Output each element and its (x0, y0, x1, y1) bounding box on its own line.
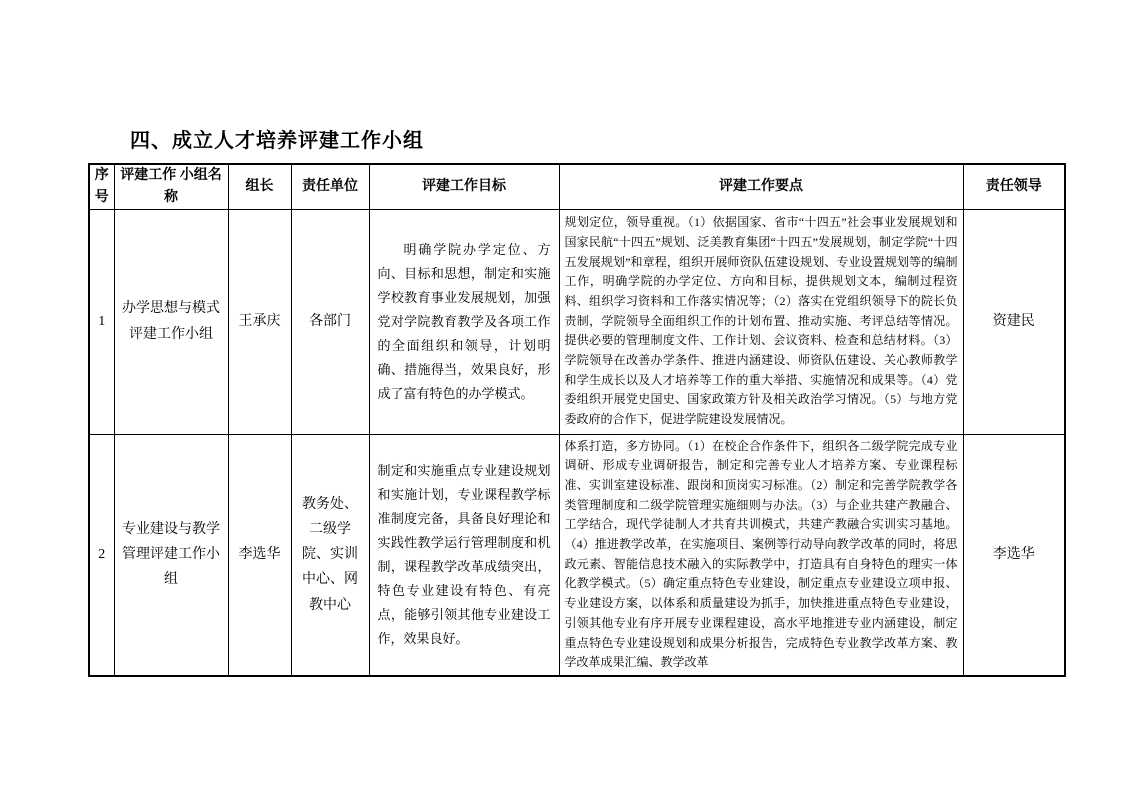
goal-cell: 制定和实施重点专业建设规划和实施计划，专业课程教学标准制度完备，具备良好理论和实践性教学运行管理制度和机制，课程教学改革成绩突出，特色专业建设有特色、有亮点，能够引领其他专业建设工作，效果良好。 (369, 434, 559, 676)
table-row (89, 209, 1065, 434)
group-name-cell: 办学思想与模式评建工作小组 (114, 209, 228, 434)
table-header-row (89, 164, 1065, 209)
section-title: 四、成立人才培养评建工作小组 (130, 130, 424, 152)
points-cell: 体系打造，多方协同。（1）在校企合作条件下，组织各二级学院完成专业调研、形成专业调研报告，制定和完善专业人才培养方案、专业课程标准、实训室建设标准、跟岗和顶岗实习标准。（2）制定和完善学院教学各类管理制度和二级学院管理实施细则与办法。（3）与企业共建产教融合、工学结合，现代学徒制人才共育共训模式，共建产教融合实训实习基地。（4）推进教学改革，在实施项目、案例等行动导向教学改革的同时，将思政元素、智能信息技术融入的实际教学中，打造具有自身特色的理实一体化教学模式。（5）确定重点特色专业建设，制定重点专业建设立项申报、专业建设方案，以体系和质量建设为抓手，加快推进重点特色专业建设，引领其他专业有序开展专业课程建设，高水平地推进专业内涵建设，制定重点特色专业建设规划和成果分析报告，完成特色专业教学改革方案、教学改革成果汇编、教学改革 (559, 434, 963, 676)
header-index: 序号 (89, 164, 114, 209)
header-responsible-leader: 责任领导 (963, 164, 1065, 209)
evaluation-workgroups-table (88, 163, 1066, 677)
goal-cell: 明确学院办学定位、方向、目标和思想，制定和实施学校教育事业发展规划，加强党对学院教育教学及各项工作的全面组织和领导，计划明确、措施得当，效果良好，形成了富有特色的办学模式。 (369, 209, 559, 434)
leader-cell: 李选华 (228, 434, 291, 676)
index-cell: 2 (89, 434, 114, 676)
responsible-leader-cell: 资建民 (963, 209, 1065, 434)
index-cell: 1 (89, 209, 114, 434)
header-goal: 评建工作目标 (369, 164, 559, 209)
unit-cell: 各部门 (291, 209, 369, 434)
header-points: 评建工作要点 (559, 164, 963, 209)
header-unit: 责任单位 (291, 164, 369, 209)
responsible-leader-cell: 李选华 (963, 434, 1065, 676)
leader-cell: 王承庆 (228, 209, 291, 434)
header-leader: 组长 (228, 164, 291, 209)
header-group-name: 评建工作 小组名称 (114, 164, 228, 209)
table-row (89, 434, 1065, 676)
points-cell: 规划定位，领导重视。（1）依据国家、省市“十四五”社会事业发展规划和国家民航“十四五”规划、泛美教育集团“十四五”发展规划，制定学院“十四五发展规划”和章程，组织开展师资队伍建设规划、专业设置规划等的编制工作，明确学院的办学定位、方向和目标，提供规划文本，编制过程资料、组织学习资料和工作落实情况等；（2）落实在党组织领导下的院长负责制，学院领导全面组织工作的计划布置、推动实施、考评总结等情况。提供必要的管理制度文件、工作计划、会议资料、检查和总结材料。（3）学院领导在改善办学条件、推进内涵建设、师资队伍建设、关心教师教学和学生成长以及人才培养等工作的重大举措、实施情况和成果等。（4）党委组织开展党史国史、国家政策方针及相关政治学习情况。（5）与地方党委政府的合作下，促进学院建设发展情况。 (559, 209, 963, 434)
group-name-cell: 专业建设与教学管理评建工作小组 (114, 434, 228, 676)
unit-cell: 教务处、二级学院、实训中心、网教中心 (291, 434, 369, 676)
